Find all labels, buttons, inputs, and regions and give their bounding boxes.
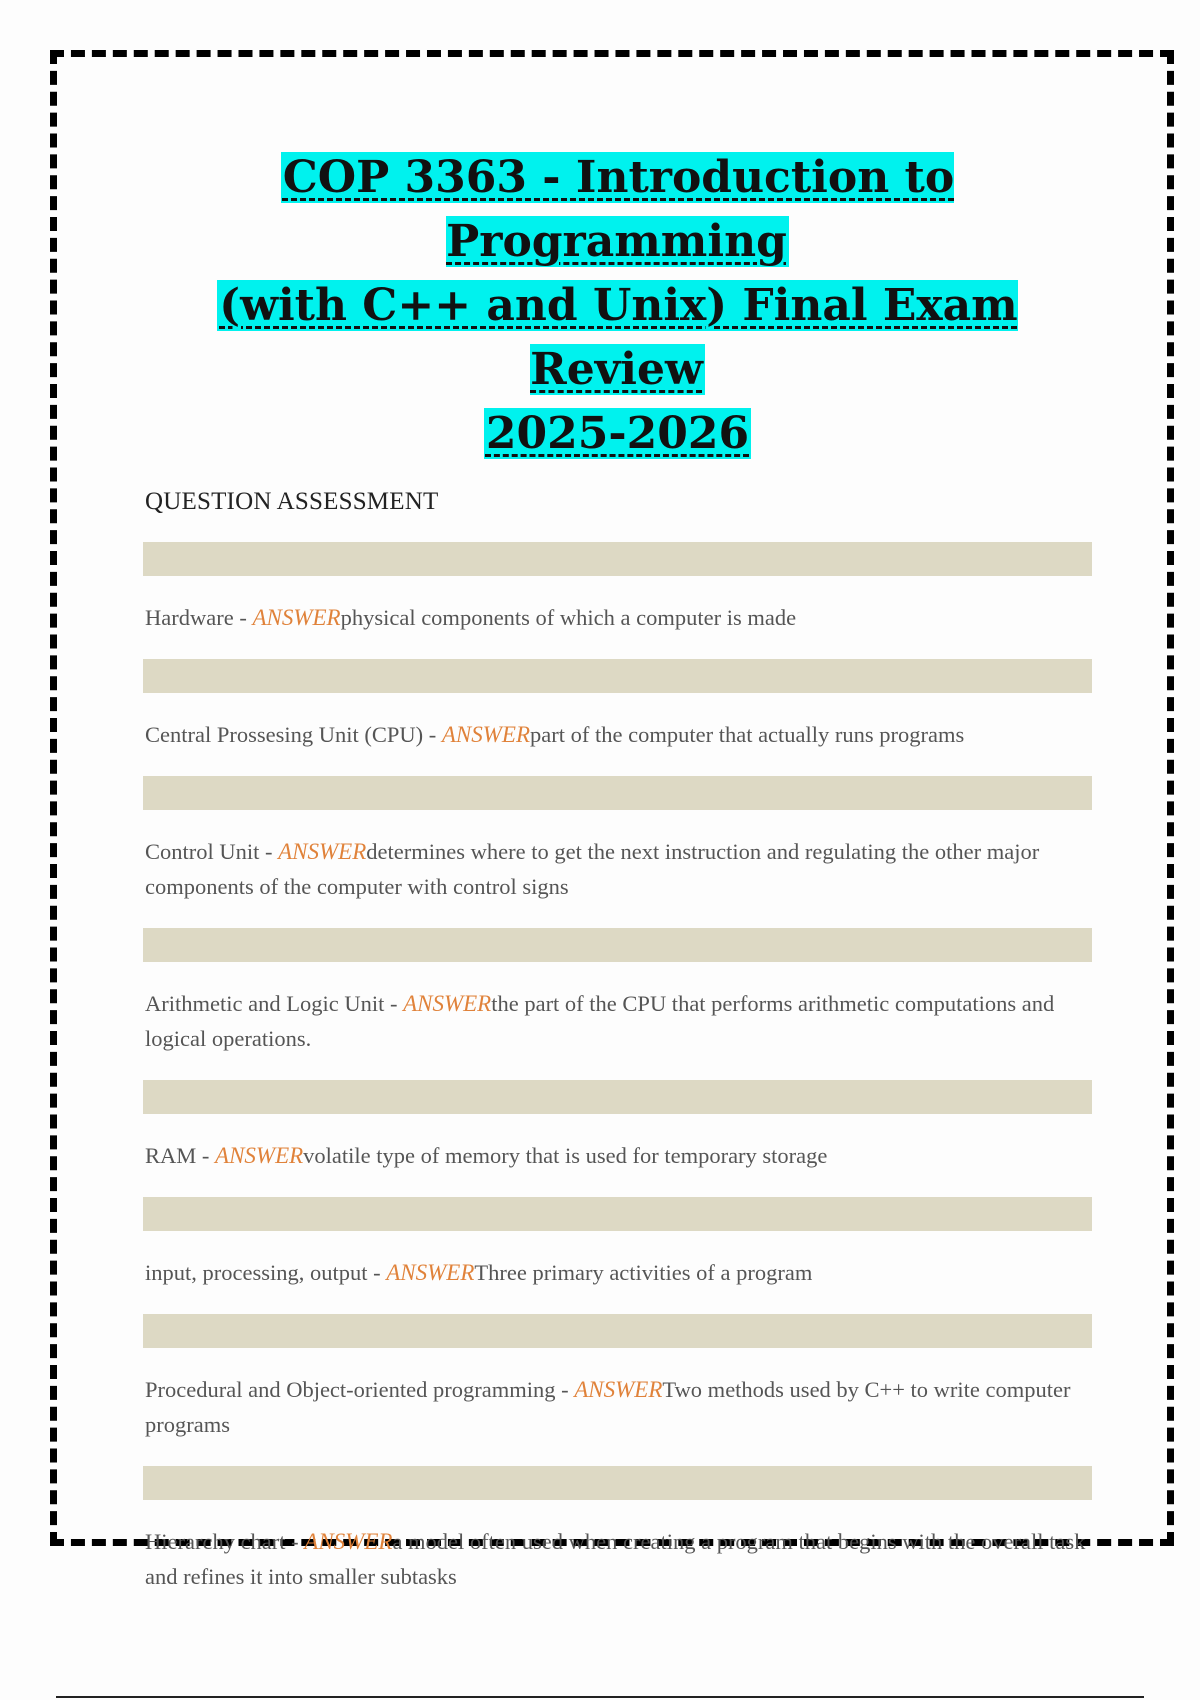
answer-label: ANSWER: [215, 1143, 304, 1168]
question-band: [143, 928, 1092, 962]
qa-item: [143, 542, 1092, 635]
question-band: [143, 659, 1092, 693]
answer-text: a model often used when creating a program that begins with the overall task and refines it into smaller subtasks: [145, 1529, 1086, 1589]
answer-text: Three primary activities of a program: [474, 1260, 813, 1285]
qa-text: [145, 834, 1092, 904]
answer-text: part of the computer that actually runs programs: [530, 722, 965, 747]
qa-text: [145, 1524, 1092, 1594]
qa-text: [145, 1255, 1092, 1290]
question-band: [143, 1197, 1092, 1231]
answer-label: ANSWER: [386, 1260, 475, 1285]
qa-text: [145, 1372, 1092, 1442]
qa-text: [145, 1138, 1092, 1173]
qa-item: [143, 928, 1092, 1056]
answer-text: the part of the CPU that performs arithmetic computations and logical operations.: [145, 991, 1055, 1051]
question-band: [143, 1314, 1092, 1348]
title-line-2: (with C++ and Unix) Final Exam Review: [219, 280, 1018, 395]
qa-item: [143, 1197, 1092, 1290]
answer-label: ANSWER: [304, 1529, 393, 1554]
qa-text: [145, 717, 1092, 752]
footer-rule: [56, 1696, 1144, 1698]
answer-text: volatile type of memory that is used for temporary storage: [303, 1143, 828, 1168]
question-band: [143, 1466, 1092, 1500]
term-label: RAM -: [145, 1143, 216, 1168]
qa-item: [143, 1080, 1092, 1173]
answer-text: Two methods used by C++ to write computer programs: [145, 1377, 1071, 1437]
document-content: [143, 146, 1092, 1618]
answer-text: physical components of which a computer is made: [340, 605, 797, 630]
answer-label: ANSWER: [252, 605, 341, 630]
question-band: [143, 542, 1092, 576]
answer-text: determines where to get the next instruction and regulating the other major components of the computer with control signs: [145, 839, 1040, 899]
title-line-1: COP 3363 - Introduction to Programming: [282, 152, 955, 267]
term-label: Arithmetic and Logic Unit -: [145, 991, 404, 1016]
qa-item: [143, 1314, 1092, 1442]
section-heading: QUESTION ASSESSMENT: [145, 488, 439, 515]
term-label: Hardware -: [145, 605, 253, 630]
qa-text: [145, 986, 1092, 1056]
qa-text: [145, 600, 1092, 635]
term-label: Hierarchy chart -: [145, 1529, 305, 1554]
qa-item: [143, 659, 1092, 752]
term-label: Control Unit -: [145, 839, 279, 864]
qa-item: [143, 776, 1092, 904]
qa-item: [143, 1466, 1092, 1594]
answer-label: ANSWER: [278, 839, 367, 864]
document-title: [143, 146, 1092, 466]
qa-list: [143, 542, 1092, 1594]
question-band: [143, 776, 1092, 810]
title-line-3: 2025-2026: [485, 408, 750, 459]
term-label: Central Prossesing Unit (CPU) -: [145, 722, 442, 747]
answer-label: ANSWER: [441, 722, 531, 747]
answer-label: ANSWER: [403, 991, 492, 1016]
answer-label: ANSWER: [574, 1377, 663, 1402]
term-label: input, processing, output -: [145, 1260, 387, 1285]
question-band: [143, 1080, 1092, 1114]
term-label: Procedural and Object-oriented programming -: [145, 1377, 575, 1402]
